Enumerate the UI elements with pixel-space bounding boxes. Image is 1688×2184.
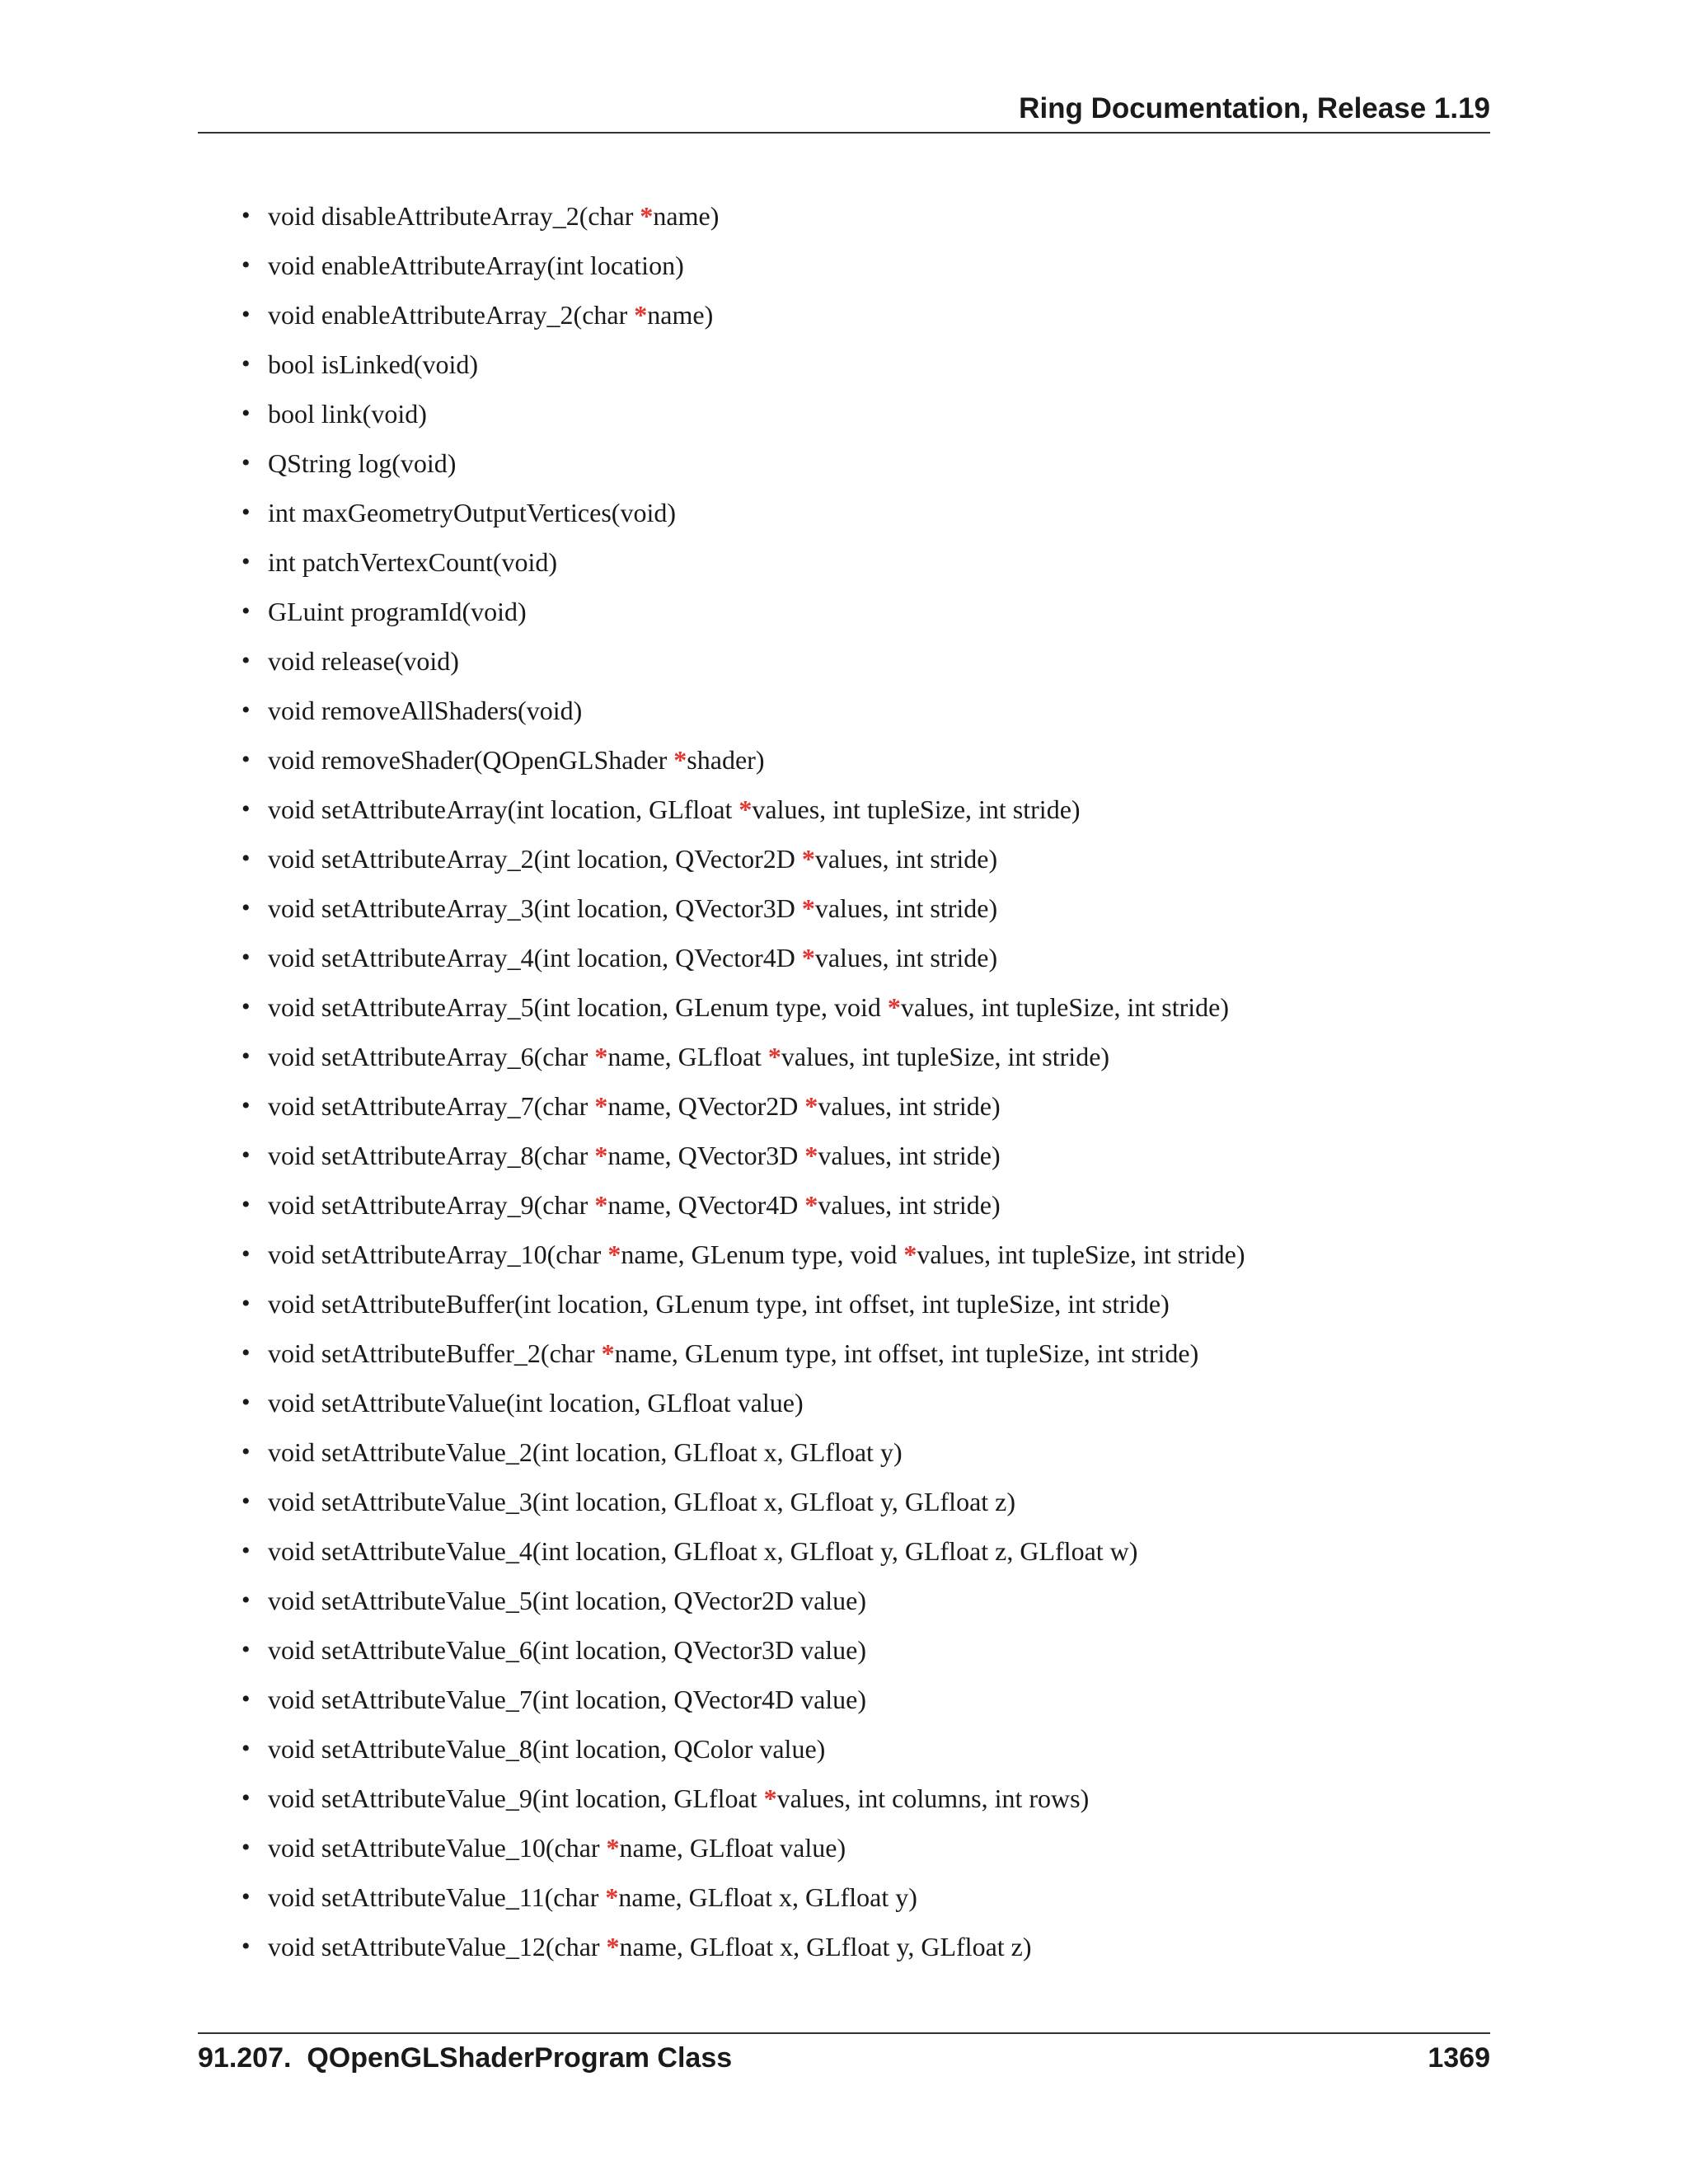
bullet-icon: • <box>241 894 251 921</box>
function-item <box>241 982 1478 1032</box>
pointer-star: * <box>606 1932 620 1961</box>
document-title: Ring Documentation, Release 1.19 <box>1019 92 1490 124</box>
function-item <box>241 1427 1478 1477</box>
function-item <box>241 1378 1478 1427</box>
function-signature: int maxGeometryOutputVertices(void) <box>268 498 676 527</box>
page-number: 1369 <box>1428 2042 1490 2074</box>
function-signature: bool link(void) <box>268 399 427 429</box>
function-signature: int patchVertexCount(void) <box>268 547 558 577</box>
function-item <box>241 340 1478 389</box>
pointer-star: * <box>801 943 815 972</box>
function-signature: void release(void) <box>268 646 459 676</box>
function-item <box>241 587 1478 636</box>
function-signature: void setAttributeArray_4(int location, QVector4D *values, int stride) <box>268 943 998 972</box>
function-item <box>241 1279 1478 1329</box>
pointer-star: * <box>605 1882 619 1912</box>
function-signature: void setAttributeValue_11(char *name, GLfloat x, GLfloat y) <box>268 1882 917 1912</box>
function-signature: void setAttributeValue_8(int location, QColor value) <box>268 1734 826 1764</box>
function-signature: GLuint programId(void) <box>268 597 527 626</box>
pointer-star: * <box>804 1091 818 1121</box>
pointer-star: * <box>887 992 901 1022</box>
pointer-star: * <box>640 201 654 231</box>
function-signature: void setAttributeBuffer(int location, GLenum type, int offset, int tupleSize, int stride) <box>268 1289 1170 1319</box>
function-signature: void setAttributeArray_5(int location, GLenum type, void *values, int tupleSize, int stride) <box>268 992 1229 1022</box>
bullet-icon: • <box>241 1488 251 1515</box>
bullet-icon: • <box>241 1834 251 1861</box>
function-item <box>241 785 1478 834</box>
function-item <box>241 438 1478 488</box>
bullet-icon: • <box>241 1636 251 1663</box>
bullet-icon: • <box>241 1092 251 1119</box>
bullet-icon: • <box>241 598 251 625</box>
bullet-icon: • <box>241 1586 251 1614</box>
pointer-star: * <box>801 893 815 923</box>
function-signature: void enableAttributeArray_2(char *name) <box>268 300 714 330</box>
bullet-icon: • <box>241 944 251 971</box>
function-signature: void removeShader(QOpenGLShader *shader) <box>268 745 765 775</box>
bullet-icon: • <box>241 746 251 773</box>
bullet-icon: • <box>241 301 251 328</box>
page-header <box>198 89 1490 134</box>
function-item <box>241 1032 1478 1081</box>
bullet-icon: • <box>241 845 251 872</box>
function-signature: void setAttributeArray_9(char *name, QVector4D *values, int stride) <box>268 1190 1001 1220</box>
bullet-icon: • <box>241 499 251 526</box>
bullet-icon: • <box>241 1735 251 1762</box>
bullet-icon: • <box>241 1685 251 1713</box>
function-item <box>241 1477 1478 1526</box>
function-item <box>241 1230 1478 1279</box>
bullet-icon: • <box>241 647 251 674</box>
bullet-icon: • <box>241 1784 251 1811</box>
function-list <box>241 191 1478 1971</box>
bullet-icon: • <box>241 795 251 823</box>
function-item <box>241 883 1478 933</box>
pointer-star: * <box>763 1783 777 1813</box>
pointer-star: * <box>804 1190 818 1220</box>
pointer-star: * <box>903 1240 917 1269</box>
function-signature: void removeAllShaders(void) <box>268 696 583 725</box>
bullet-icon: • <box>241 1240 251 1268</box>
function-item <box>241 1922 1478 1971</box>
pointer-star: * <box>594 1141 608 1170</box>
function-signature: void setAttributeArray_7(char *name, QVector2D *values, int stride) <box>268 1091 1001 1121</box>
function-item <box>241 834 1478 883</box>
function-signature: void setAttributeArray_8(char *name, QVector3D *values, int stride) <box>268 1141 1001 1170</box>
bullet-icon: • <box>241 350 251 377</box>
function-signature: void setAttributeArray_6(char *name, GLfloat *values, int tupleSize, int stride) <box>268 1042 1110 1071</box>
pointer-star: * <box>801 844 815 874</box>
function-signature: void setAttributeValue_3(int location, GLfloat x, GLfloat y, GLfloat z) <box>268 1487 1016 1516</box>
function-signature: void setAttributeValue_12(char *name, GLfloat x, GLfloat y, GLfloat z) <box>268 1932 1032 1961</box>
function-item <box>241 1526 1478 1576</box>
function-item <box>241 241 1478 290</box>
bullet-icon: • <box>241 696 251 724</box>
bullet-icon: • <box>241 1043 251 1070</box>
function-item <box>241 1180 1478 1230</box>
function-item <box>241 1872 1478 1922</box>
function-item <box>241 1774 1478 1823</box>
bullet-icon: • <box>241 548 251 575</box>
function-item <box>241 1576 1478 1625</box>
bullet-icon: • <box>241 202 251 229</box>
bullet-icon: • <box>241 993 251 1020</box>
function-item <box>241 389 1478 438</box>
function-signature: void setAttributeValue_7(int location, QVector4D value) <box>268 1685 867 1714</box>
function-signature: void disableAttributeArray_2(char *name) <box>268 201 720 231</box>
function-item <box>241 1625 1478 1675</box>
bullet-icon: • <box>241 1389 251 1416</box>
function-item <box>241 1724 1478 1774</box>
bullet-icon: • <box>241 1883 251 1910</box>
function-signature: void setAttributeValue_4(int location, GLfloat x, GLfloat y, GLfloat z, GLfloat w) <box>268 1536 1138 1566</box>
pointer-star: * <box>634 300 648 330</box>
bullet-icon: • <box>241 251 251 279</box>
bullet-icon: • <box>241 1933 251 1960</box>
section-title: 91.207. QOpenGLShaderProgram Class <box>198 2042 733 2074</box>
function-item <box>241 1081 1478 1131</box>
pointer-star: * <box>594 1042 608 1071</box>
bullet-icon: • <box>241 1537 251 1564</box>
pointer-star: * <box>594 1190 608 1220</box>
bullet-icon: • <box>241 1191 251 1218</box>
function-signature: void setAttributeArray(int location, GLfloat *values, int tupleSize, int stride) <box>268 794 1081 824</box>
function-item <box>241 191 1478 241</box>
function-signature: void enableAttributeArray(int location) <box>268 251 684 280</box>
function-item <box>241 1329 1478 1378</box>
function-signature: void setAttributeValue_6(int location, QVector3D value) <box>268 1635 867 1665</box>
pointer-star: * <box>673 745 687 775</box>
function-signature: void setAttributeArray_10(char *name, GLenum type, void *values, int tupleSize, int stride) <box>268 1240 1245 1269</box>
bullet-icon: • <box>241 1290 251 1317</box>
function-item <box>241 537 1478 587</box>
function-item <box>241 290 1478 340</box>
function-item <box>241 636 1478 686</box>
pointer-star: * <box>607 1240 621 1269</box>
function-signature: void setAttributeValue_2(int location, GLfloat x, GLfloat y) <box>268 1437 903 1467</box>
bullet-icon: • <box>241 1339 251 1366</box>
function-signature: void setAttributeValue_9(int location, GLfloat *values, int columns, int rows) <box>268 1783 1090 1813</box>
function-item <box>241 933 1478 982</box>
function-signature: QString log(void) <box>268 448 457 478</box>
function-item <box>241 1131 1478 1180</box>
function-item <box>241 1823 1478 1872</box>
pointer-star: * <box>594 1091 608 1121</box>
pointer-star: * <box>738 794 753 824</box>
bullet-icon: • <box>241 1141 251 1169</box>
function-signature: void setAttributeArray_3(int location, QVector3D *values, int stride) <box>268 893 998 923</box>
pointer-star: * <box>804 1141 818 1170</box>
function-item <box>241 686 1478 735</box>
bullet-icon: • <box>241 400 251 427</box>
function-signature: void setAttributeValue(int location, GLfloat value) <box>268 1388 804 1418</box>
function-signature: void setAttributeValue_10(char *name, GLfloat value) <box>268 1833 846 1863</box>
function-item <box>241 488 1478 537</box>
page-footer <box>198 2032 1490 2083</box>
bullet-icon: • <box>241 1438 251 1465</box>
function-signature: void setAttributeValue_5(int location, QVector2D value) <box>268 1586 867 1615</box>
function-item <box>241 1675 1478 1724</box>
function-signature: bool isLinked(void) <box>268 349 479 379</box>
pointer-star: * <box>606 1833 620 1863</box>
bullet-icon: • <box>241 449 251 476</box>
pointer-star: * <box>601 1338 615 1368</box>
function-item <box>241 735 1478 785</box>
function-signature: void setAttributeArray_2(int location, QVector2D *values, int stride) <box>268 844 998 874</box>
function-signature: void setAttributeBuffer_2(char *name, GLenum type, int offset, int tupleSize, int stride) <box>268 1338 1199 1368</box>
pointer-star: * <box>767 1042 781 1071</box>
